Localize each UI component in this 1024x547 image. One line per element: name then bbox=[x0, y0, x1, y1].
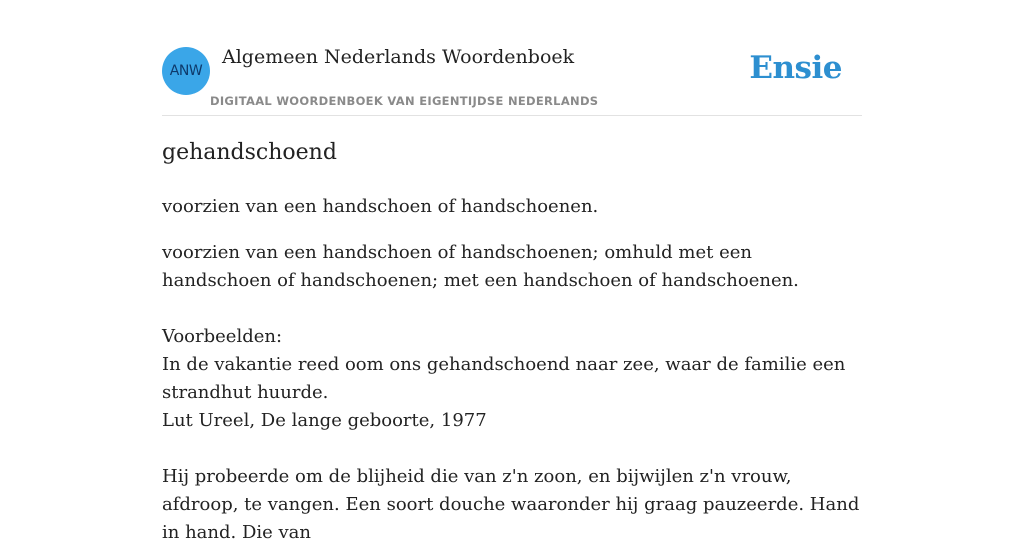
anw-logo[interactable] bbox=[162, 47, 210, 95]
entry-title: gehandschoend bbox=[162, 140, 337, 165]
spacer bbox=[162, 435, 862, 463]
example-source: Lut Ureel, De lange geboorte, 1977 bbox=[162, 410, 487, 431]
ensie-brand-logo[interactable]: Ensie bbox=[749, 50, 842, 86]
short-definition: voorzien van een handschoen of handschoenen. bbox=[162, 196, 599, 217]
site-title[interactable]: Algemeen Nederlands Woordenboek bbox=[222, 46, 575, 68]
entry-body bbox=[162, 239, 862, 547]
example-text: Hij probeerde om de blijheid die van z'n zoon, en bijwijlen z'n vrouw, afdroop, te vangen. Een soort douche waaronder hij graag pauzeerde. Hand in hand. Die van bbox=[162, 466, 860, 543]
example-text: In de vakantie reed oom ons gehandschoend naar zee, waar de familie een strandhut huurde. bbox=[162, 354, 846, 403]
site-subtitle: DIGITAAL WOORDENBOEK VAN EIGENTIJDSE NEDERLANDS bbox=[210, 94, 599, 108]
spacer bbox=[162, 295, 862, 323]
page bbox=[162, 0, 862, 543]
logo-text: ANW bbox=[169, 63, 203, 79]
examples-heading: Voorbeelden: bbox=[162, 326, 283, 347]
long-definition: voorzien van een handschoen of handschoenen; omhuld met een handschoen of handschoenen; met een handschoen of handschoenen. bbox=[162, 242, 799, 291]
site-header bbox=[162, 0, 862, 116]
